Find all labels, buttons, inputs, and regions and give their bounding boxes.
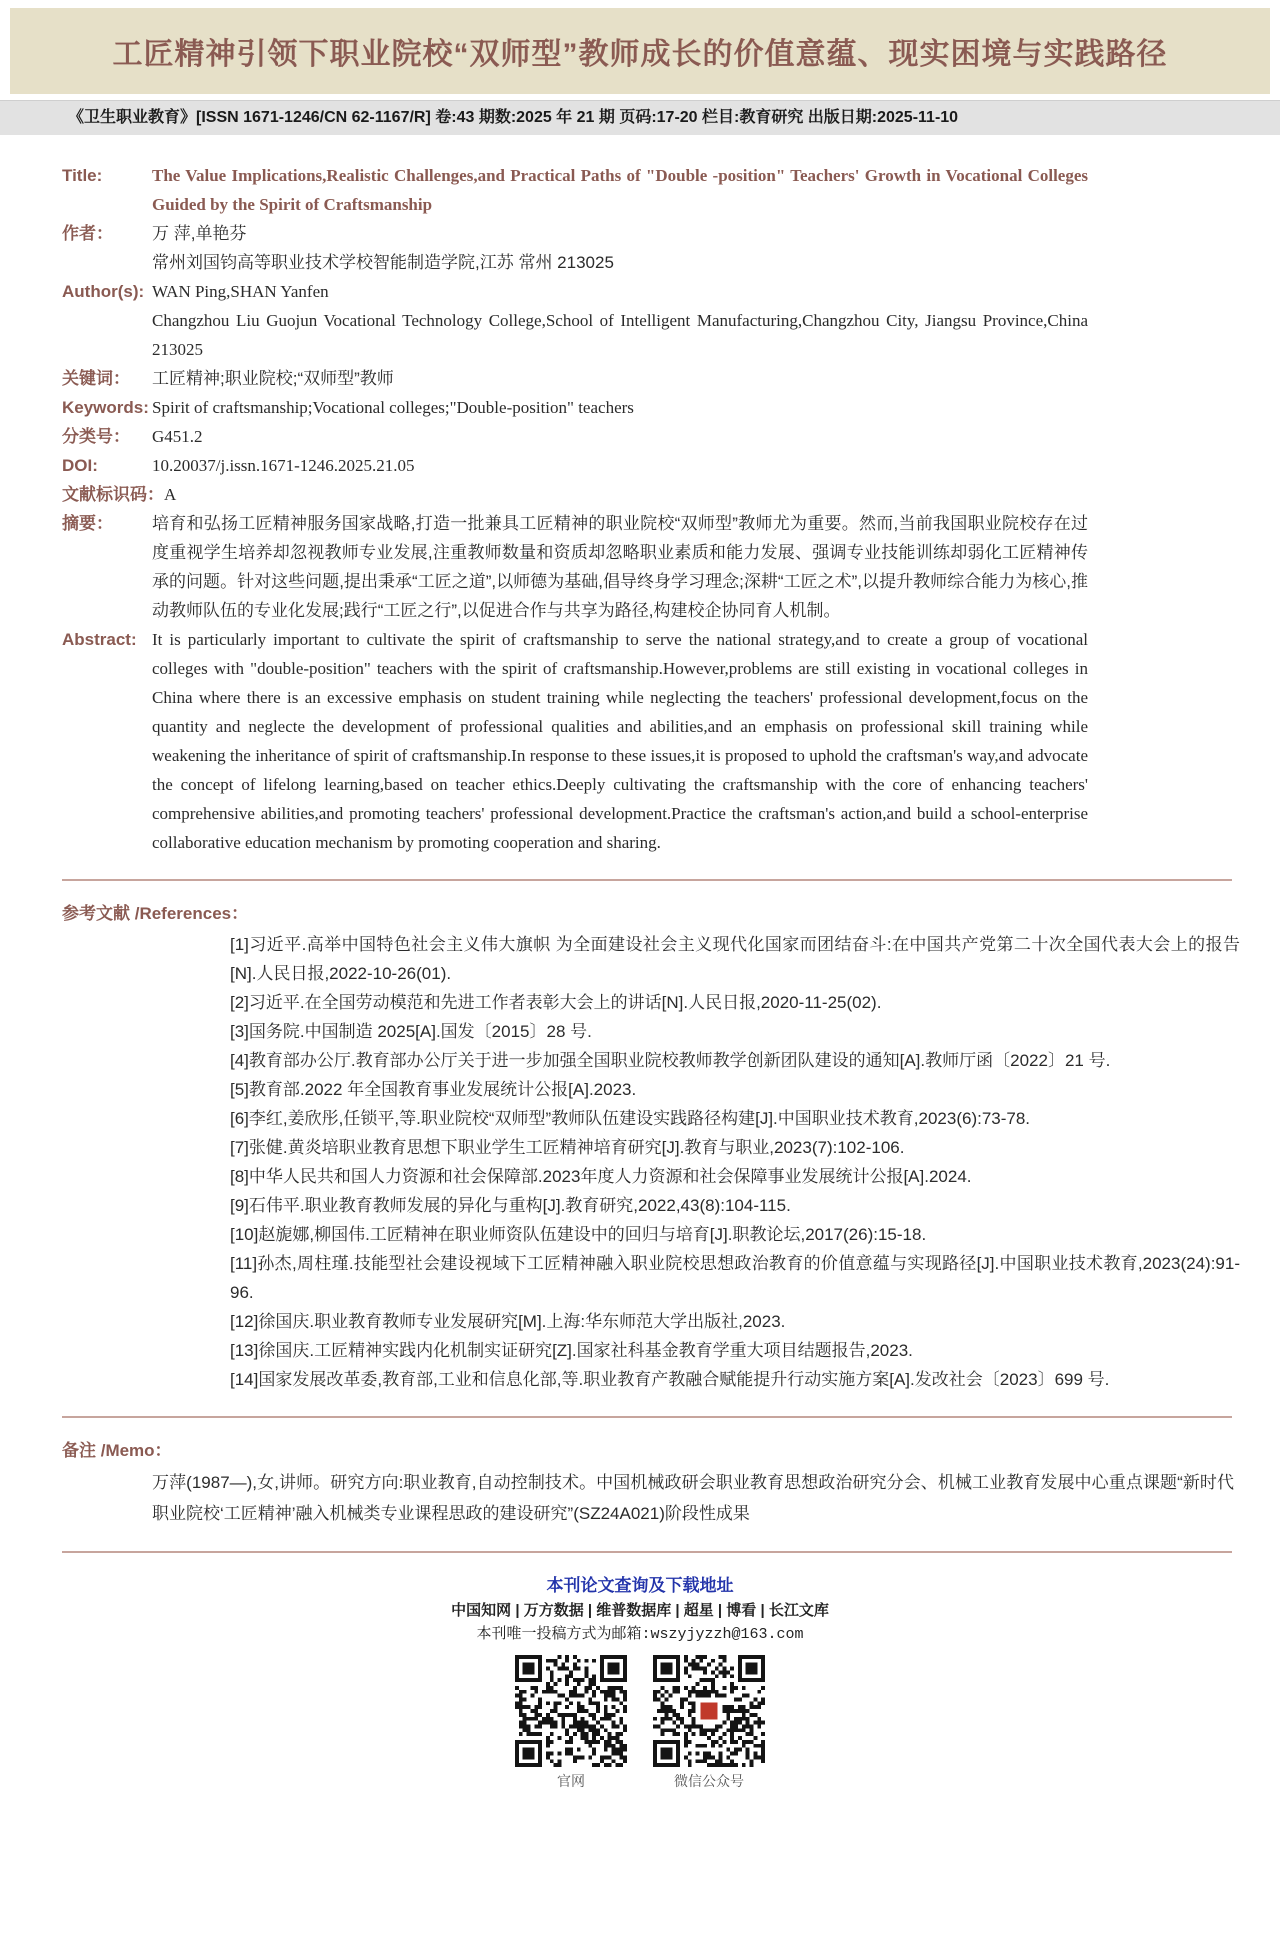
reference-item: [14]国家发展改革委,教育部,工业和信息化部,等.职业教育产教融合赋能提升行动实施方案[A].发改社会〔2023〕699 号.	[230, 1370, 1110, 1389]
field-keywords-en-value: Spirit of craftsmanship;Vocational colleges;"Double-position" teachers	[152, 398, 634, 417]
divider-after-memo	[62, 1551, 1232, 1553]
qr-code-row	[0, 1655, 1280, 1791]
field-abstract-en-value: It is particularly important to cultivate the spirit of craftsmanship to serve the national strategy,and to create a group of vocational colleges with "double-position" teachers with the spirit of craftsmanship.However,problems are still existing in vocational colleges in China where there is an excessive emphasis on student training while neglecting the teachers' professional development,focus on the quantity and neglecte the development of professional qualities and abilities,and an emphasis on professional skill training while weakening the inheritance of spirit of craftsmanship.In response to these issues,it is proposed to uphold the craftsman's way,and advocate the concept of lifelong learning,based on teacher ethics.Deeply cultivating the craftsmanship with the core of enhancing teachers' comprehensive abilities,and promoting teachers' professional development.Practice the craftsman's action,and build a school-enterprise collaborative education mechanism by promoting cooperation and sharing.	[152, 630, 1088, 852]
memo-section	[62, 1436, 1280, 1529]
field-keywords-cn-label: 关键词：	[62, 369, 130, 388]
authors-en-affiliation: Changzhou Liu Guojun Vocational Technology College,School of Intelligent Manufacturing,Changzhou City, Jiangsu Province,China 213025	[152, 311, 1088, 359]
field-authors-cn	[62, 219, 1092, 277]
reference-item: [4]教育部办公厅.教育部办公厅关于进一步加强全国职业院校教师教学创新团队建设的通知[A].教师厅函〔2022〕21 号.	[230, 1051, 1111, 1070]
qr-code-wechat-icon	[653, 1655, 765, 1767]
journal-info-bar	[0, 100, 1280, 135]
field-authors-en	[62, 277, 1092, 364]
metadata-block	[62, 161, 1092, 857]
field-authors-en-value	[152, 277, 1088, 364]
journal-info-text: 《卫生职业教育》[ISSN 1671-1246/CN 62-1167/R] 卷:43 期数:2025 年 21 期 页码:17-20 栏目:教育研究 出版日期:2025-11-10	[68, 109, 959, 126]
field-classification	[62, 422, 1092, 451]
field-keywords-cn	[62, 364, 1092, 393]
reference-item: [10]赵旎娜,柳国伟.工匠精神在职业师资队伍建设中的回归与培育[J].职教论坛,2017(26):15-18.	[230, 1225, 927, 1244]
reference-item: [3]国务院.中国制造 2025[A].国发〔2015〕28 号.	[230, 1022, 592, 1041]
reference-item: [8]中华人民共和国人力资源和社会保障部.2023年度人力资源和社会保障事业发展统计公报[A].2024.	[230, 1167, 972, 1186]
field-abstract-en-label: Abstract:	[62, 630, 137, 649]
memo-text: 万萍(1987—),女,讲师。研究方向:职业教育,自动控制技术。中国机械政研会职业教育思想政治研究分会、机械工业教育发展中心重点课题“新时代职业院校‘工匠精神’融入机械类专业课程思政的建设研究”(SZ24A021)阶段性成果	[152, 1473, 1234, 1523]
authors-en-names: WAN Ping,SHAN Yanfen	[152, 282, 329, 301]
reference-item: [5]教育部.2022 年全国教育事业发展统计公报[A].2023.	[230, 1080, 637, 1099]
reference-item: [13]徐国庆.工匠精神实践内化机制实证研究[Z].国家社科基金教育学重大项目结题报告,2023.	[230, 1341, 913, 1360]
article-title-banner	[10, 8, 1270, 94]
field-keywords-cn-value: 工匠精神;职业院校;“双师型”教师	[152, 369, 394, 388]
field-abstract-cn-value: 培育和弘扬工匠精神服务国家战略,打造一批兼具工匠精神的职业院校“双师型”教师尤为重要。然而,当前我国职业院校存在过度重视学生培养却忽视教师专业发展,注重教师数量和资质却忽略职业素质和能力发展、强调专业技能训练却弱化工匠精神传承的问题。针对这些问题,提出秉承“工匠之道”,以师德为基础,倡导终身学习理念;深耕“工匠之术”,以提升教师综合能力为核心,推动教师队伍的专业化发展;践行“工匠之行”,以促进合作与共享为路径,构建校企协同育人机制。	[152, 514, 1088, 620]
reference-item: [7]张健.黄炎培职业教育思想下职业学生工匠精神培育研究[J].教育与职业,2023(7):102-106.	[230, 1138, 905, 1157]
divider-after-references	[62, 1416, 1232, 1418]
qr-code-official-site-icon	[515, 1655, 627, 1767]
field-title-value: The Value Implications,Realistic Challenges,and Practical Paths of "Double -position" Teachers' Growth in Vocational Colleges Guided by the Spirit of Craftsmanship	[152, 166, 1088, 214]
references-heading: 参考文献 /References：	[62, 904, 249, 923]
field-doc-code-label: 文献标识码：	[62, 485, 164, 504]
reference-item: [12]徐国庆.职业教育教师专业发展研究[M].上海:华东师范大学出版社,2023.	[230, 1312, 786, 1331]
field-abstract-cn	[62, 509, 1092, 625]
reference-item: [6]李红,姜欣彤,任锁平,等.职业院校“双师型”教师队伍建设实践路径构建[J].中国职业技术教育,2023(6):73-78.	[230, 1109, 1031, 1128]
qr-box-wechat	[653, 1655, 765, 1791]
reference-item: [1]习近平.高举中国特色社会主义伟大旗帜 为全面建设社会主义现代化国家而团结奋斗:在中国共产党第二十次全国代表大会上的报告[N].人民日报,2022-10-26(01).	[230, 935, 1240, 983]
field-title	[62, 161, 1092, 219]
footer-submission-email: 本刊唯一投稿方式为邮箱:wszyjyzzh@163.com	[476, 1626, 804, 1643]
qr-label-wechat: 微信公众号	[674, 1773, 744, 1789]
references-section	[62, 899, 1280, 1394]
field-abstract-cn-label: 摘要：	[62, 514, 113, 533]
field-authors-en-label: Author(s):	[62, 282, 145, 301]
field-authors-cn-value	[152, 219, 1088, 277]
field-authors-cn-label: 作者：	[62, 224, 113, 243]
field-doi-label: DOI:	[62, 456, 98, 475]
field-doi	[62, 451, 1092, 480]
field-keywords-en	[62, 393, 1092, 422]
qr-label-official-site: 官网	[557, 1773, 585, 1789]
footer-databases: 中国知网 | 万方数据 | 维普数据库 | 超星 | 博看 | 长江文库	[451, 1602, 829, 1619]
qr-box-official-site	[515, 1655, 627, 1791]
field-classification-value: G451.2	[152, 427, 203, 446]
field-doi-value: 10.20037/j.issn.1671-1246.2025.21.05	[152, 456, 415, 475]
field-classification-label: 分类号：	[62, 427, 130, 446]
field-title-label: Title:	[62, 166, 103, 185]
reference-item: [11]孙杰,周柱瑾.技能型社会建设视域下工匠精神融入职业院校思想政治教育的价值意蕴与实现路径[J].中国职业技术教育,2023(24):91-96.	[230, 1254, 1240, 1302]
authors-cn-affiliation: 常州刘国钧高等职业技术学校智能制造学院,江苏 常州 213025	[152, 253, 614, 272]
authors-cn-names: 万 萍,单艳芬	[152, 224, 247, 243]
references-list	[230, 930, 1240, 1394]
divider-after-abstract	[62, 879, 1232, 881]
reference-item: [9]石伟平.职业教育教师发展的异化与重构[J].教育研究,2022,43(8):104-115.	[230, 1196, 791, 1215]
memo-heading: 备注 /Memo：	[62, 1441, 172, 1460]
field-doc-code-value: A	[164, 485, 177, 504]
field-doc-code	[62, 480, 1092, 509]
field-keywords-en-label: Keywords:	[62, 398, 149, 417]
field-abstract-en	[62, 625, 1092, 857]
footer	[0, 1573, 1280, 1791]
article-title: 工匠精神引领下职业院校“双师型”教师成长的价值意蕴、现实困境与实践路径	[112, 38, 1168, 71]
reference-item: [2]习近平.在全国劳动模范和先进工作者表彰大会上的讲话[N].人民日报,2020-11-25(02).	[230, 993, 882, 1012]
footer-title: 本刊论文查询及下载地址	[546, 1576, 734, 1595]
